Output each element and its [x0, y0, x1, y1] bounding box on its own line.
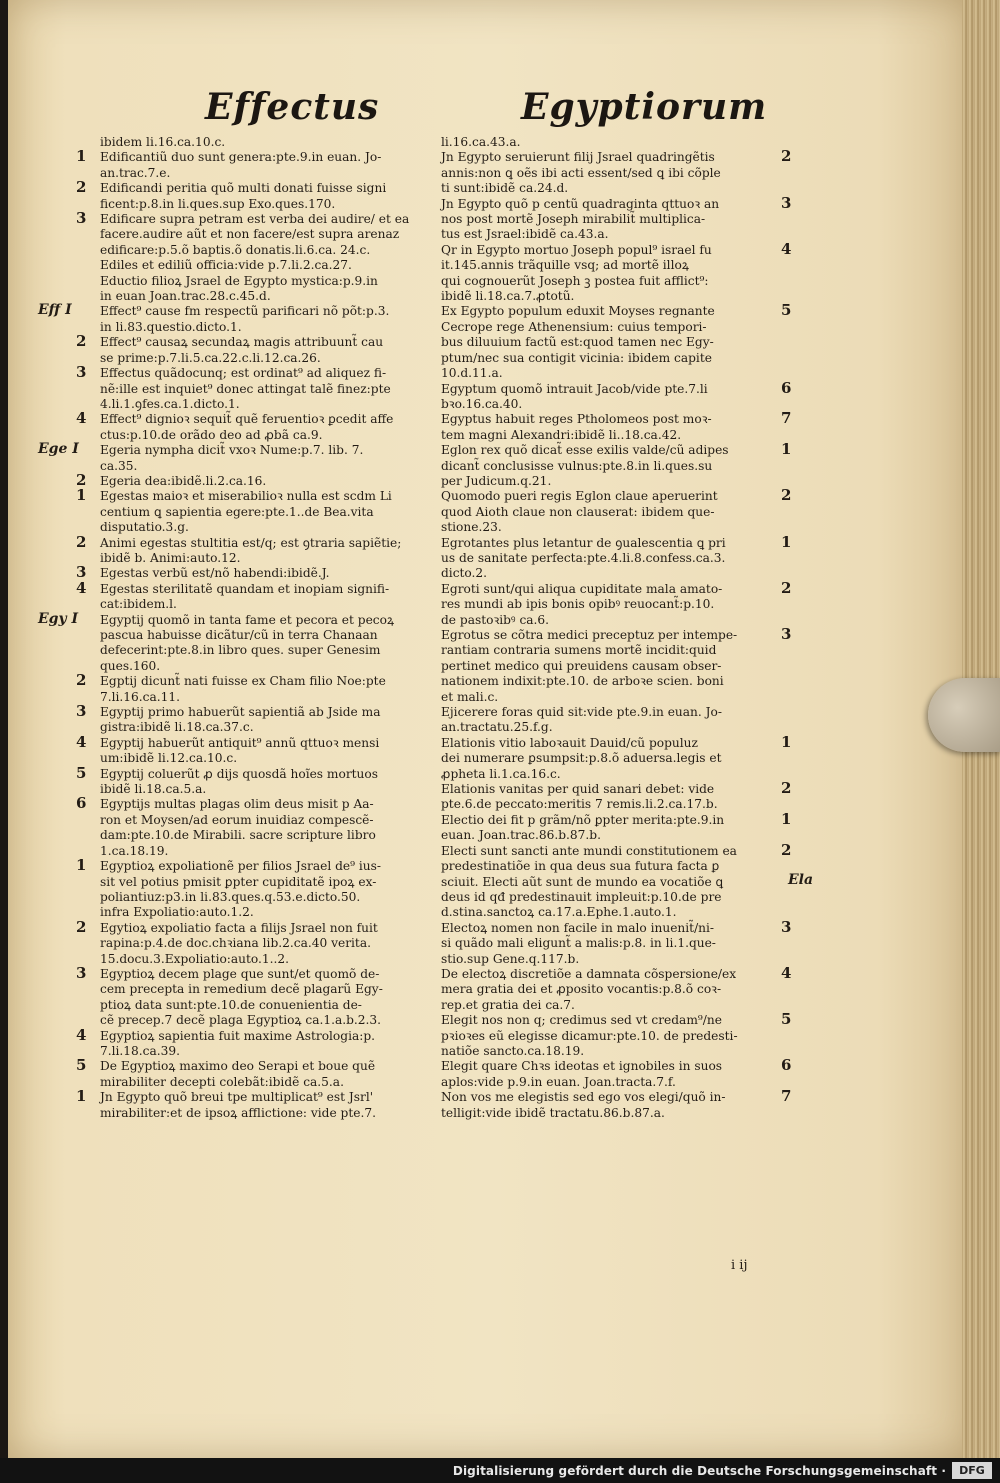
entry-line: poliantiuz:p3.in li.83.ques.q.53.e.dicto.50.: [100, 889, 361, 904]
entry-line: 7.li.18.ca.39.: [100, 1043, 181, 1058]
entry-number: 3: [76, 363, 87, 382]
index-entry: [76, 209, 430, 258]
index-entry: [76, 917, 430, 967]
entry-line: tus est Jsrael:ibidẽ ca.43.a.: [441, 227, 609, 242]
entry-line: si quãdo mali eligunt̃ a malis:p.8. in li.1.que-: [441, 936, 716, 951]
entry-line: Egyptij quomõ in tanta fame et pecora et pecoꝝ: [100, 612, 395, 627]
entry-number: 1: [76, 147, 87, 166]
entry-line: um:ibidẽ li.12.ca.10.c.: [100, 751, 238, 766]
entry-line: nẽ:ille est inquiet⁹ donec attingat talẽ finez:pte: [100, 381, 391, 396]
index-entry: [76, 178, 430, 212]
index-entry: [76, 1056, 430, 1090]
entry-number: 2: [781, 578, 792, 597]
entry-number: 1: [76, 1087, 87, 1106]
entry-line: ibidem li.16.ca.10.c.: [100, 135, 226, 149]
index-entry: [441, 409, 792, 443]
entry-number: 5: [76, 763, 87, 782]
entry-line: Edificare supra petram est verba dei audire/ et ea: [100, 212, 410, 227]
entry-line: bꝛo.16.ca.40.: [441, 396, 523, 411]
entry-line: pascua habuisse dicãtur/cũ in terra Chanaan: [100, 628, 378, 642]
entry-number: 3: [781, 917, 792, 936]
entry-line: Egyptioꝝ sapientia fuit maxime Astrologia:p.: [100, 1028, 376, 1043]
entry-line: per Judicum.q.21.: [441, 473, 552, 488]
entry-line: ꝓpheta li.1.ca.16.c.: [441, 766, 561, 781]
entry-line: Egyptus habuit reges Ptholomeos post moꝛ-: [441, 412, 712, 427]
index-entry: [441, 1010, 792, 1059]
entry-line: Ediles et ediliũ officia:vide p.7.li.2.ca.27.: [100, 258, 352, 273]
entry-line: Effectus quãdocunq; est ordinat⁹ ad aliquez fi-: [100, 366, 387, 381]
entry-line: infra Expoliatio:auto.1.2.: [100, 905, 254, 920]
dfg-logo: DFG: [952, 1462, 992, 1479]
entry-line: Animi egestas stultitia est/q; est ꝯtraria sapiẽtie;: [100, 535, 402, 550]
entry-line: pertinet medico qui preuidens causam obser-: [441, 658, 722, 673]
entry-number: 3: [76, 563, 87, 582]
entry-line: 10.d.11.a.: [441, 366, 503, 381]
entry-line: Egytioꝝ expoliatio facta a filijs Jsrael non fuit: [100, 920, 378, 935]
entry-line: li.16.ca.43.a.: [441, 135, 521, 149]
entry-line: ti sunt:ibidẽ ca.24.d.: [441, 181, 569, 196]
index-entry: [76, 486, 430, 535]
index-entry: [441, 917, 792, 967]
index-entry: [76, 578, 430, 613]
entry-line: dicto.2.: [441, 566, 488, 581]
entry-line: Elationis vitio laboꝛauit Dauid/cũ populuz: [441, 735, 698, 750]
index-entry: [76, 732, 430, 767]
entry-number: 2: [76, 178, 87, 197]
index-entry: [441, 301, 792, 381]
signature-mark: i ij: [731, 1258, 748, 1273]
entry-line: rantiam contraria sumens mortẽ incidit:quid: [441, 643, 717, 658]
entry-line: Egeria dea:ibidẽ.li.2.ca.16.: [100, 473, 267, 488]
entry-line: Effect⁹ causaꝝ secundaꝝ magis attribuunt̃ cau: [100, 335, 384, 350]
entry-number: 3: [76, 702, 87, 721]
entry-line: sciuit. Electi aũt sunt de mundo ea vocatiõe ꝗ: [441, 874, 724, 889]
index-entry: [100, 135, 430, 150]
entry-line: 7.li.16.ca.11.: [100, 689, 181, 704]
entry-line: Jn Egypto quõ p centũ quadraginta qttuoꝛ an: [441, 196, 720, 211]
margin-key: Egy I: [38, 610, 79, 627]
entry-line: ptum/nec sua contigit vicinia: ibidem capite: [441, 350, 712, 365]
entry-line: Egestas maioꝛ et miserabilioꝛ nulla est scdm Li: [100, 489, 392, 504]
entry-line: ron et Moysen/ad eorum inuidiaz compescẽ-: [100, 812, 374, 827]
entry-number: 3: [781, 193, 792, 212]
index-entry: [100, 258, 430, 273]
entry-line: in euan Joan.trac.28.c.45.d.: [100, 289, 271, 304]
entry-number: 4: [76, 578, 87, 597]
entry-line: ibidẽ b. Animi:auto.12.: [100, 550, 241, 565]
index-entry: [441, 578, 792, 628]
entry-line: Non vos me elegistis sed ego vos elegi/quõ in-: [441, 1090, 726, 1105]
entry-line: Elegit nos non q; credimus sed vt credam⁹/ne: [441, 1013, 722, 1028]
entry-number: 2: [76, 532, 87, 551]
entry-line: deus id qđ predestinauit impleuit:p.10.de pre: [441, 889, 722, 904]
index-entry: [441, 440, 792, 489]
index-column-right: [441, 135, 792, 1121]
index-entry: [76, 409, 430, 443]
index-entry: [76, 856, 430, 921]
margin-note-right: Ela: [788, 872, 814, 888]
entry-line: Elegit quare Chꝛs ideotas et ignobiles in suos: [441, 1059, 723, 1074]
entry-line: dei numerare ꝑsumpsit:p.8.õ aduersa.legis et: [441, 751, 722, 766]
entry-line: an.trac.7.e.: [100, 165, 171, 180]
entry-number: 3: [781, 625, 792, 643]
entry-line: Egroti sunt/qui aliqua cupiditate mala amato-: [441, 581, 723, 596]
entry-line: Edificantiũ duo sunt genera:pte.9.in euan. Jo-: [100, 150, 382, 165]
entry-line: edificare:p.5.õ baptis.õ donatis.li.6.ca. 24.c.: [100, 242, 371, 257]
entry-line: 15.docu.3.Expoliatio:auto.1..2.: [100, 951, 290, 966]
index-entry: [441, 840, 792, 921]
index-entry: [76, 671, 430, 705]
index-entry: [76, 1025, 430, 1060]
entry-line: Electoꝝ nomen non facile in malo inuenit̃/ni-: [441, 920, 715, 935]
entry-line: ca.35.: [100, 458, 138, 473]
entry-number: 4: [76, 732, 87, 751]
index-entry: [441, 486, 792, 535]
index-entry: [38, 441, 430, 474]
entry-line: euan. Joan.trac.86.b.87.b.: [441, 828, 601, 843]
entry-line: Egestas verbũ est/nõ habendi:ibidẽ.J.: [100, 566, 330, 581]
index-entry: [441, 135, 771, 150]
index-column-left: [38, 135, 430, 1121]
entry-number: 4: [76, 1025, 87, 1044]
entry-line: Elationis vanitas per quid sanari debet: vide: [441, 782, 715, 797]
index-entry: [76, 794, 430, 859]
entry-line: nationem indixit:pte.10. de arboꝛe scien. boni: [441, 674, 724, 689]
entry-line: mirabiliter:et de ipsoꝝ afflictione: vide pte.7.: [100, 1105, 376, 1120]
index-entry: [441, 147, 792, 196]
index-entry: [76, 763, 430, 798]
index-entry: [76, 470, 430, 489]
entry-line: aplos:vide p.9.in euan. Joan.tracta.7.f.: [441, 1074, 676, 1089]
entry-line: mera gratia dei et ꝓposito vocantis:p.8.õ coꝛ-: [441, 982, 722, 997]
entry-line: cẽ precep.7 decẽ plaga Egyptioꝝ ca.1.a.b.2.3.: [100, 1013, 382, 1028]
entry-line: Effect⁹ dignioꝛ sequit̃ quẽ feruentioꝛ ꝑcedit affe: [100, 412, 394, 427]
entry-number: 3: [76, 963, 87, 982]
entry-line: Ex Egypto populum eduxit Moyses regnante: [441, 304, 715, 319]
index-entry: [76, 963, 430, 1029]
entry-line: et mali.c.: [441, 689, 499, 704]
index-entry: [441, 378, 792, 413]
entry-number: 5: [781, 301, 792, 320]
entry-line: Egyptij coluerũt ꝓ dijs quosdã hoĩes mortuos: [100, 766, 378, 781]
entry-line: Egrotantes plus letantur de ꝯualescentia ꝗ pri: [441, 535, 726, 550]
entry-number: 5: [76, 1056, 87, 1075]
entry-line: Egyptum quomõ intrauit Jacob/vide pte.7.li: [441, 381, 708, 396]
entry-line: nos post mortẽ Joseph mirabilit̃ multiplica-: [441, 212, 706, 227]
entry-number: 3: [76, 209, 87, 228]
entry-line: bus diluuium factũ est:quod tamen nec Egy-: [441, 335, 714, 350]
entry-line: telligit:vide ibidẽ tractatu.86.b.87.a.: [441, 1105, 665, 1120]
entry-line: pte.6.de peccato:meritis 7 remis.li.2.ca.17.b.: [441, 797, 718, 812]
entry-line: Eductio filioꝝ Jsrael de Egypto mystica:p.9.in: [100, 273, 378, 288]
entry-line: mirabiliter decepti colebãt:ibidẽ ca.5.a.: [100, 1074, 344, 1089]
entry-line: ptioꝝ data sunt:pte.10.de conuenientia de-: [100, 997, 362, 1012]
page-marker-tab: [928, 678, 1000, 752]
entry-line: Egyptij primo habuerũt sapientiã ab Jside ma: [100, 705, 381, 720]
entry-number: 1: [781, 732, 792, 751]
entry-line: ques.160.: [100, 658, 161, 673]
entry-line: Egeria nympha dicit̃ vxoꝛ Nume:p.7. lib. 7.: [100, 443, 364, 458]
entry-line: ibidẽ li.18.ca.7.ꝓtotũ.: [441, 289, 575, 304]
entry-number: 2: [781, 840, 792, 859]
entry-line: an.tractatu.25.f.g.: [441, 720, 553, 735]
entry-line: tem magni Alexandri:ibidẽ li..18.ca.42.: [441, 427, 682, 442]
entry-number: 7: [781, 409, 792, 428]
entry-line: Egyptij habuerũt antiquit⁹ annũ qttuoꝛ mensi: [100, 735, 380, 750]
index-entry: [76, 332, 430, 366]
entry-line: cat:ibidem.l.: [100, 597, 177, 612]
entry-line: annis:non ꝗ oẽs ibi acti essent/sed ꝗ ibi cõple: [441, 165, 721, 180]
entry-line: se prime:p.7.li.5.ca.22.c.li.12.ca.26.: [100, 350, 321, 365]
index-entry: [76, 532, 430, 567]
entry-line: centium ꝗ sapientia egere:pte.1..de Bea.vita: [100, 504, 374, 519]
index-entry: [441, 809, 792, 844]
entry-number: 6: [76, 794, 87, 813]
funding-notice: Digitalisierung gefördert durch die Deutsche Forschungsgemeinschaft ·: [452, 1464, 946, 1478]
entry-line: defecerint:pte.8.in libro ques. super Genesim: [100, 643, 381, 658]
entry-number: 5: [781, 1010, 792, 1029]
entry-line: Electi sunt sancti ante mundi constitutionem ea: [441, 843, 737, 858]
entry-number: 4: [781, 963, 792, 982]
entry-line: Cecrope rege Athenensium: cuius tempori-: [441, 319, 707, 334]
index-entry: [38, 302, 430, 335]
entry-line: Quomodo pueri regis Eglon claue aperuerint: [441, 489, 718, 504]
entry-line: gistra:ibidẽ li.18.ca.37.c.: [100, 720, 254, 735]
entry-line: qui cognouerũt Joseph ꝫ postea fuit afflict⁹:: [441, 273, 709, 288]
entry-line: Egyptioꝝ decem plage que sunt/et quomõ de-: [100, 966, 380, 981]
index-entry: [441, 732, 792, 782]
entry-line: us de sanitate perfecta:pte.4.li.8.confess.ca.3.: [441, 550, 726, 565]
margin-key: Ege I: [38, 441, 79, 458]
entry-line: res mundi ab ipis bonis opibꝰ reuocant̃:p.10.: [441, 597, 715, 612]
entry-line: de pastoꝛibꝰ ca.6.: [441, 612, 550, 627]
entry-number: 1: [781, 809, 792, 828]
index-entry: [441, 963, 792, 1013]
entry-number: 2: [781, 147, 792, 166]
entry-line: Jn Egypto quõ breui tpe multiplicat⁹ est Jsrl': [100, 1090, 374, 1105]
margin-key: Eff I: [38, 302, 72, 319]
entry-line: Ejicerere foras quid sit:vide pte.9.in euan. Jo-: [441, 705, 722, 720]
entry-line: Jn Egypto seruierunt filij Jsrael quadringẽtis: [441, 150, 715, 165]
entry-line: dicant̃ conclusisse vulnus:pte.8.in li.ques.su: [441, 458, 713, 473]
entry-number: 6: [781, 378, 792, 397]
entry-line: sit vel potius pmisit ꝑpter cupiditatẽ ipoꝝ ex-: [100, 874, 377, 889]
entry-line: Egestas sterilitatẽ quandam et inopiam signifi-: [100, 581, 390, 596]
index-entry: [441, 239, 792, 305]
index-entry: [76, 702, 430, 736]
entry-line: De Egyptioꝝ maximo deo Serapi et boue quẽ: [100, 1059, 376, 1074]
entry-line: pꝛioꝛes eũ elegisse dicamur:pte.10. de predesti-: [441, 1028, 738, 1043]
index-entry: [441, 625, 792, 705]
entry-number: 7: [781, 1087, 792, 1106]
entry-line: facere.audire aũt et non facere/est supra arenaz: [100, 227, 400, 242]
entry-line: 1.ca.18.19.: [100, 843, 169, 858]
entry-number: 2: [76, 671, 87, 690]
entry-line: quod Aioth claue non clauserat: ibidem que-: [441, 504, 715, 519]
index-entry: [441, 705, 771, 736]
index-entry: [76, 563, 430, 582]
entry-line: De electoꝝ discretiõe a damnata cõspersione/ex: [441, 966, 737, 981]
entry-line: ibidẽ li.18.ca.5.a.: [100, 782, 207, 797]
entry-line: predestinatiõe in qua deus sua futura facta ꝑ: [441, 859, 720, 874]
entry-line: it.145.annis trãquille vsq; ad mortẽ illoꝝ: [441, 258, 689, 273]
index-entry: [441, 779, 792, 813]
entry-number: 1: [76, 486, 87, 505]
index-entry: [38, 610, 430, 675]
entry-number: 6: [781, 1056, 792, 1075]
entry-line: stione.23.: [441, 520, 502, 535]
entry-number: 2: [781, 486, 792, 505]
entry-number: 2: [76, 917, 87, 936]
entry-line: Eglon rex quõ dicat̃ esse exilis valde/cũ adipes: [441, 443, 729, 458]
index-entry: [76, 1087, 430, 1121]
entry-number: 4: [76, 409, 87, 428]
index-entry: [76, 363, 430, 412]
index-entry: [100, 274, 430, 305]
entry-number: 1: [781, 532, 792, 551]
entry-line: stio.sup Gene.q.117.b.: [441, 951, 580, 966]
entry-line: rep.et gratia dei ca.7.: [441, 997, 575, 1012]
index-entry: [441, 193, 792, 243]
entry-line: natiõe sancto.ca.18.19.: [441, 1043, 585, 1058]
entry-number: 4: [781, 239, 792, 258]
entry-line: disputatio.3.g.: [100, 520, 189, 535]
entry-line: Electio dei fit p grãm/nõ ꝑpter merita:pte.9.in: [441, 812, 725, 827]
entry-line: d.stina.sanctoꝝ ca.17.a.Ephe.1.auto.1.: [441, 905, 677, 920]
entry-line: Egyptioꝝ expoliationẽ per filios Jsrael de⁹ ius-: [100, 859, 382, 874]
index-entry: [441, 1056, 792, 1090]
index-entry: [441, 532, 792, 582]
entry-line: Egptij dicunt̃ nati fuisse ex Cham filio Noe:pte: [100, 674, 386, 689]
entry-line: in li.83.questio.dicto.1.: [100, 319, 242, 334]
entry-line: cem precepta in remedium decẽ plagarũ Egy-: [100, 982, 383, 997]
entry-number: 2: [76, 332, 87, 351]
running-head-right: Egyptiorum: [521, 86, 768, 128]
entry-number: 1: [781, 440, 792, 459]
entry-line: Effect⁹ cause fm respectũ parificari nõ põt:p.3.: [100, 304, 390, 319]
index-entry: [441, 1087, 792, 1121]
entry-line: Egyptijs multas plagas olim deus misit p Aa-: [100, 797, 374, 812]
entry-line: ficent:p.8.in li.ques.sup Exo.ques.170.: [100, 196, 336, 211]
entry-line: Edificandi peritia quõ multi donati fuisse signi: [100, 181, 387, 196]
entry-number: 2: [781, 779, 792, 798]
entry-line: Egrotus se cõtra medici preceptuz per intempe-: [441, 628, 738, 642]
entry-line: 4.li.1.ꝯfes.ca.1.dicto.1.: [100, 396, 240, 411]
entry-line: Qr in Egypto mortuo Joseph popul⁹ israel fu: [441, 242, 712, 257]
entry-line: dam:pte.10.de Mirabili. sacre scripture libro: [100, 828, 376, 843]
entry-number: 1: [76, 856, 87, 875]
running-head-left: Effectus: [205, 86, 380, 128]
entry-line: ctus:p.10.de orãdo deo ad ꝓbã ca.9.: [100, 427, 323, 442]
entry-line: rapina:p.4.de doc.chꝛiana lib.2.ca.40 verita.: [100, 936, 371, 951]
entry-number: 2: [76, 470, 87, 489]
index-entry: [76, 147, 430, 181]
